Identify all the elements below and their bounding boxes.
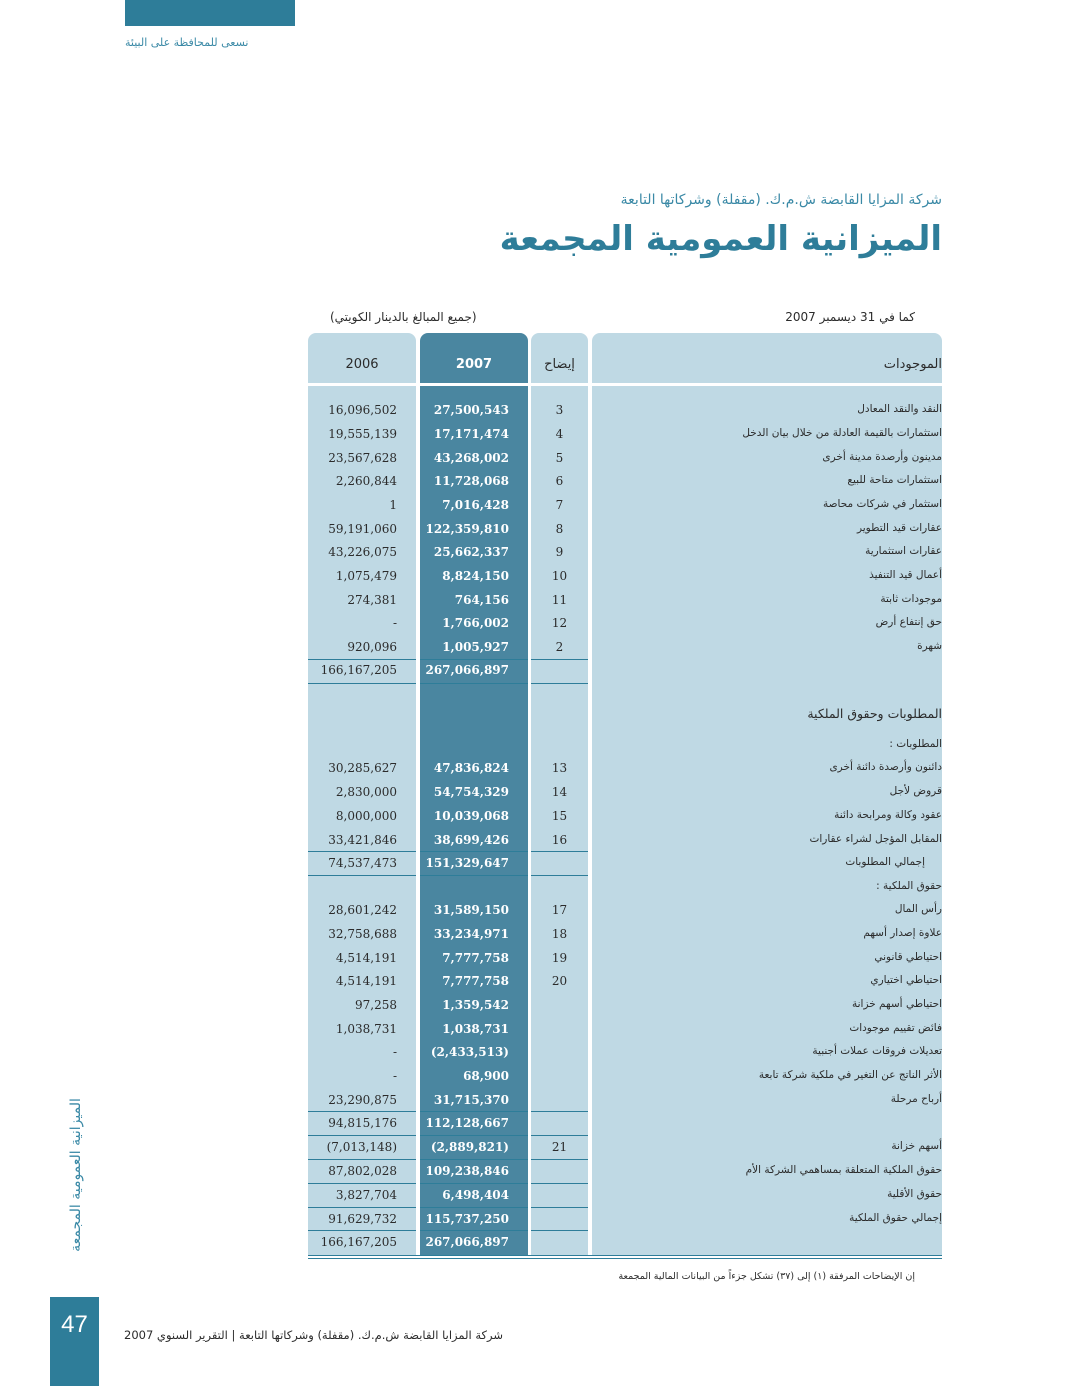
cell-2006: 30,285,627 bbox=[328, 761, 397, 775]
total-rule bbox=[531, 1207, 588, 1208]
cell-2007: 68,900 bbox=[463, 1069, 509, 1083]
cell-2006: 4,514,191 bbox=[335, 951, 397, 965]
cell-2007: (2,433,513) bbox=[430, 1045, 509, 1059]
cell-2006: 19,555,139 bbox=[328, 427, 397, 441]
total-rule bbox=[420, 1230, 528, 1231]
header-separator bbox=[531, 383, 588, 386]
company-subtitle: شركة المزايا القابضة ش.م.ك. (مقفلة) وشركاتها التابعة bbox=[620, 192, 942, 208]
total-rule bbox=[531, 683, 588, 684]
cell-note: 16 bbox=[551, 833, 568, 847]
total-rule bbox=[420, 875, 528, 876]
cell-2006: (7,013,148) bbox=[326, 1140, 397, 1154]
total-rule bbox=[420, 683, 528, 684]
cell-2007: 267,066,897 bbox=[425, 663, 509, 677]
cell-2006: - bbox=[392, 1045, 397, 1059]
total-rule bbox=[531, 1183, 588, 1184]
cell-2007: 38,699,426 bbox=[433, 833, 509, 847]
cell-note: 14 bbox=[551, 785, 568, 799]
cell-label: أعمال قيد التنفيذ bbox=[869, 569, 942, 581]
cell-2007: 31,715,370 bbox=[433, 1093, 509, 1107]
cell-note: 6 bbox=[555, 474, 564, 488]
cell-2007: 47,836,824 bbox=[433, 761, 509, 775]
cell-note: 2 bbox=[555, 640, 564, 654]
table-bottom-rule bbox=[308, 1255, 942, 1256]
cell-note: 7 bbox=[555, 498, 564, 512]
cell-2007: 1,359,542 bbox=[442, 998, 509, 1012]
total-rule bbox=[308, 1183, 416, 1184]
cell-label: رأس المال bbox=[894, 903, 942, 915]
cell-note: 15 bbox=[551, 809, 568, 823]
cell-2007: 115,737,250 bbox=[425, 1212, 509, 1226]
cell-label: احتياطي قانوني bbox=[874, 951, 942, 963]
cell-label: حقوق الأقلية bbox=[887, 1188, 942, 1200]
cell-2007: 7,777,758 bbox=[442, 974, 509, 988]
cell-2006: 28,601,242 bbox=[328, 903, 397, 917]
cell-2007: 109,238,846 bbox=[425, 1164, 509, 1178]
cell-note: 5 bbox=[555, 451, 564, 465]
total-rule bbox=[308, 1230, 416, 1231]
cell-2006: 1,038,731 bbox=[335, 1022, 397, 1036]
cell-label: عقود وكالة ومرابحة دائنة bbox=[834, 809, 942, 821]
header-assets: الموجودات bbox=[883, 357, 942, 372]
cell-label: فائض تقييم موجودات bbox=[849, 1022, 942, 1034]
cell-label: إجمالي حقوق الملكية bbox=[849, 1212, 942, 1224]
cell-label: موجودات ثابتة bbox=[880, 593, 942, 605]
cell-label: المطلوبات : bbox=[889, 738, 942, 750]
top-accent-bar bbox=[125, 0, 295, 26]
currency-note: (جميع المبالغ بالدينار الكويتي) bbox=[330, 310, 477, 324]
total-rule bbox=[308, 1159, 416, 1160]
cell-note: 8 bbox=[555, 522, 564, 536]
cell-label: مدينون وأرصدة مدينة أخرى bbox=[822, 451, 942, 463]
cell-2007: 27,500,543 bbox=[433, 403, 509, 417]
footer-text: شركة المزايا القابضة ش.م.ك. (مقفلة) وشركاتها التابعة | التقرير السنوي 2007 bbox=[124, 1328, 503, 1342]
cell-2006: - bbox=[392, 616, 397, 630]
cell-note: 20 bbox=[551, 974, 568, 988]
cell-2006: 91,629,732 bbox=[328, 1212, 397, 1226]
cell-2007: 1,038,731 bbox=[442, 1022, 509, 1036]
header-2006: 2006 bbox=[345, 357, 379, 372]
page-title: الميزانية العمومية المجمعة bbox=[499, 219, 942, 259]
cell-2007: 17,171,474 bbox=[433, 427, 509, 441]
cell-2006: 166,167,205 bbox=[320, 663, 397, 677]
cell-note: 18 bbox=[551, 927, 568, 941]
total-rule bbox=[531, 1135, 588, 1136]
total-rule bbox=[308, 875, 416, 876]
total-rule bbox=[420, 1207, 528, 1208]
total-rule bbox=[531, 1159, 588, 1160]
cell-2007: 267,066,897 bbox=[425, 1235, 509, 1249]
cell-2006: 274,381 bbox=[347, 593, 397, 607]
total-rule bbox=[420, 1159, 528, 1160]
cell-note: 10 bbox=[551, 569, 568, 583]
cell-note: 21 bbox=[551, 1140, 568, 1154]
cell-2007: 8,824,150 bbox=[442, 569, 509, 583]
cell-2006: 94,815,176 bbox=[328, 1116, 397, 1130]
total-rule bbox=[420, 851, 528, 852]
cell-label: شهرة bbox=[917, 640, 942, 652]
cell-2007: (2,889,821) bbox=[430, 1140, 509, 1154]
cell-2007: 1,005,927 bbox=[442, 640, 509, 654]
cell-2006: - bbox=[392, 1069, 397, 1083]
total-rule bbox=[308, 683, 416, 684]
cell-note: 12 bbox=[551, 616, 568, 630]
cell-note: 3 bbox=[555, 403, 564, 417]
cell-2006: 32,758,688 bbox=[328, 927, 397, 941]
cell-label: تعديلات فروقات عملات أجنبية bbox=[812, 1045, 942, 1057]
cell-label: المطلوبات وحقوق الملكية bbox=[807, 706, 942, 721]
cell-2006: 1,075,479 bbox=[335, 569, 397, 583]
cell-2007: 10,039,068 bbox=[433, 809, 509, 823]
cell-2006: 23,567,628 bbox=[328, 451, 397, 465]
cell-2007: 7,777,758 bbox=[442, 951, 509, 965]
cell-label: دائنون وأرصدة دائنة أخرى bbox=[829, 761, 942, 773]
cell-2007: 1,766,002 bbox=[442, 616, 509, 630]
cell-label: علاوة إصدار أسهم bbox=[863, 927, 942, 939]
cell-2007: 11,728,068 bbox=[433, 474, 509, 488]
total-rule bbox=[308, 1135, 416, 1136]
cell-2006: 2,260,844 bbox=[335, 474, 397, 488]
cell-2006: 920,096 bbox=[347, 640, 397, 654]
cell-label: استثمارات متاحة للبيع bbox=[847, 474, 942, 486]
cell-label: استثمار في شركات محاصة bbox=[823, 498, 942, 510]
cell-note: 11 bbox=[551, 593, 568, 607]
page-number: 47 bbox=[61, 1311, 88, 1338]
total-rule bbox=[531, 1230, 588, 1231]
cell-note: 19 bbox=[551, 951, 568, 965]
cell-2006: 33,421,846 bbox=[328, 833, 397, 847]
cell-label: قروض لأجل bbox=[889, 785, 942, 797]
cell-label: النقد والنقد المعادل bbox=[857, 403, 942, 415]
total-rule bbox=[420, 1183, 528, 1184]
cell-2007: 122,359,810 bbox=[425, 522, 509, 536]
page-number-box bbox=[50, 1297, 99, 1386]
cell-2007: 7,016,428 bbox=[442, 498, 509, 512]
total-rule bbox=[531, 875, 588, 876]
total-rule bbox=[308, 1111, 416, 1112]
top-tagline: نسعى للمحافظة على البيئة bbox=[125, 36, 249, 49]
total-rule bbox=[420, 1111, 528, 1112]
cell-label: حقوق الملكية المتعلقة بمساهمي الشركة الأم bbox=[745, 1164, 942, 1176]
cell-note: 9 bbox=[555, 545, 564, 559]
cell-label: أسهم خزانة bbox=[891, 1140, 942, 1152]
side-section-title: الميزانية العمومية المجمعة bbox=[68, 1098, 84, 1252]
cell-label: حق إنتفاع أرض bbox=[875, 616, 942, 628]
total-rule bbox=[420, 659, 528, 660]
cell-2006: 4,514,191 bbox=[335, 974, 397, 988]
cell-2006: 8,000,000 bbox=[335, 809, 397, 823]
cell-2007: 54,754,329 bbox=[433, 785, 509, 799]
cell-2006: 3,827,704 bbox=[335, 1188, 397, 1202]
footnote: إن الإيضاحات المرفقة (١) إلى (٣٧) تشكل جزءاً من البيانات المالية المجمعة bbox=[618, 1271, 915, 1282]
cell-2006: 59,191,060 bbox=[328, 522, 397, 536]
cell-2007: 764,156 bbox=[454, 593, 509, 607]
cell-2006: 16,096,502 bbox=[328, 403, 397, 417]
header-separator bbox=[592, 383, 942, 386]
cell-label: أرباح مرحلة bbox=[890, 1093, 942, 1105]
cell-label: إجمالي المطلوبات bbox=[845, 856, 925, 868]
total-rule bbox=[531, 659, 588, 660]
header-note: إيضاح bbox=[544, 357, 575, 372]
cell-2006: 1 bbox=[389, 498, 397, 512]
cell-note: 4 bbox=[555, 427, 564, 441]
cell-label: حقوق الملكية : bbox=[876, 880, 942, 892]
cell-2007: 31,589,150 bbox=[433, 903, 509, 917]
cell-label: الأثر الناتج عن التغير في ملكية شركة تابعة bbox=[758, 1069, 942, 1081]
cell-2007: 151,329,647 bbox=[425, 856, 509, 870]
cell-2006: 74,537,473 bbox=[328, 856, 397, 870]
total-rule bbox=[531, 851, 588, 852]
table-bottom-rule bbox=[308, 1258, 942, 1259]
total-rule bbox=[308, 851, 416, 852]
cell-label: عقارات استثمارية bbox=[865, 545, 942, 557]
cell-2007: 43,268,002 bbox=[433, 451, 509, 465]
cell-label: احتياطي اختياري bbox=[870, 974, 942, 986]
total-rule bbox=[531, 1111, 588, 1112]
cell-2006: 97,258 bbox=[355, 998, 397, 1012]
header-separator bbox=[420, 383, 528, 386]
cell-2006: 166,167,205 bbox=[320, 1235, 397, 1249]
cell-2007: 6,498,404 bbox=[442, 1188, 509, 1202]
cell-2006: 43,226,075 bbox=[328, 545, 397, 559]
cell-label: المقابل المؤجل لشراء عقارات bbox=[809, 833, 942, 845]
cell-label: استثمارات بالقيمة العادلة من خلال بيان الدخل bbox=[742, 427, 942, 439]
total-rule bbox=[308, 1207, 416, 1208]
header-separator bbox=[308, 383, 416, 386]
total-rule bbox=[308, 659, 416, 660]
cell-2007: 25,662,337 bbox=[433, 545, 509, 559]
cell-note: 13 bbox=[551, 761, 568, 775]
cell-label: عقارات قيد التطوير bbox=[856, 522, 942, 534]
cell-2006: 2,830,000 bbox=[335, 785, 397, 799]
cell-2007: 33,234,971 bbox=[433, 927, 509, 941]
cell-2006: 23,290,875 bbox=[328, 1093, 397, 1107]
cell-note: 17 bbox=[551, 903, 568, 917]
statement-date: كما في 31 ديسمبر 2007 bbox=[785, 310, 915, 324]
cell-2007: 112,128,667 bbox=[425, 1116, 509, 1130]
cell-2006: 87,802,028 bbox=[328, 1164, 397, 1178]
total-rule bbox=[420, 1135, 528, 1136]
header-2007: 2007 bbox=[455, 357, 493, 372]
cell-label: احتياطي أسهم خزانة bbox=[851, 998, 942, 1010]
